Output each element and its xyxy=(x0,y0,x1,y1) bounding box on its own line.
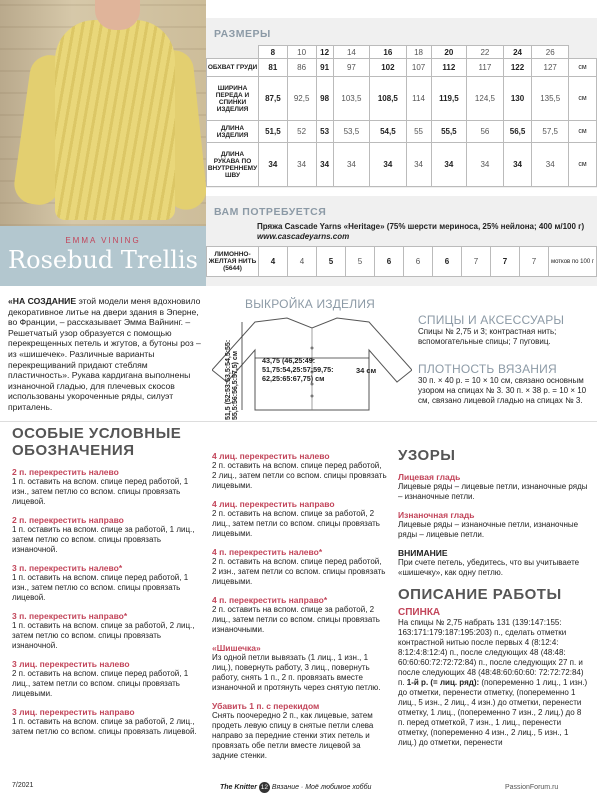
size-row xyxy=(207,77,597,121)
size-value: 55,5 xyxy=(431,121,467,143)
size-unit: см xyxy=(569,77,597,121)
abbrev-item xyxy=(12,659,202,699)
abbrev-name: 4 лиц. перекрестить налево xyxy=(212,451,330,461)
pattern-name: Лицевая гладь xyxy=(398,472,461,482)
abbrev-text: 1 п. оставить на вспом. спице за работой, 1 лиц., затем петлю со вспом. спицы провязать изнаночной. xyxy=(12,525,195,554)
patterns-title: УЗОРЫ xyxy=(398,447,456,464)
abbrev-name: 3 п. перекрестить направо* xyxy=(12,611,128,621)
size-value: 91 xyxy=(316,59,333,77)
size-value: 34 xyxy=(259,143,288,187)
yarn-qty: 4 xyxy=(288,247,317,277)
size-value: 92,5 xyxy=(287,77,316,121)
size-value: 124,5 xyxy=(467,77,503,121)
size-value: 97 xyxy=(333,59,369,77)
yarn-url[interactable]: www.cascadeyarns.com xyxy=(257,232,350,241)
size-header: 14 xyxy=(333,46,369,59)
abbrev-name: Убавить 1 п. с перекидом xyxy=(212,701,320,711)
size-value: 86 xyxy=(287,59,316,77)
special-title: ОСОБЫЕ УСЛОВНЫЕ ОБОЗНАЧЕНИЯ xyxy=(12,425,182,459)
pattern-title: Rosebud Trellis xyxy=(8,246,198,274)
pattern-text: Лицевые ряды – изнаночные петли, изнаночные ряды – лицевые петли. xyxy=(398,520,579,539)
size-value: 57,5 xyxy=(532,121,569,143)
size-row-label: ДЛИНА РУКАВА ПО ВНУТРЕННЕМУ ШВУ xyxy=(207,143,259,187)
size-value: 81 xyxy=(259,59,288,77)
size-value: 127 xyxy=(532,59,569,77)
abbrev-text: Из одной петли вывязать (1 лиц., 1 изн., 1 лиц.), повернуть работу, 3 лиц., повернуть работу, снять 1 п., 2 п. провязать вместе изнаночной и протянуть через снятую петлю. xyxy=(212,653,381,692)
sizes-panel xyxy=(206,18,597,188)
yarn-qty: 7 xyxy=(491,247,520,277)
size-value: 53 xyxy=(316,121,333,143)
size-value: 34 xyxy=(406,143,431,187)
attention-title: ВНИМАНИЕ xyxy=(398,548,448,558)
size-unit: см xyxy=(569,143,597,187)
size-value: 51,5 xyxy=(259,121,288,143)
size-header: 10 xyxy=(287,46,316,59)
abbrev-text: 2 п. оставить на вспом. спице за работой, 2 лиц., затем петли со вспом. спицы провязать изнаночными. xyxy=(212,605,380,634)
abbrev-name: 2 п. перекрестить налево xyxy=(12,467,119,477)
size-value: 34 xyxy=(431,143,467,187)
abbrev-item xyxy=(12,611,202,651)
abbrev-name: «Шишечка» xyxy=(212,643,261,653)
materials-title: ВАМ ПОТРЕБУЕТСЯ xyxy=(214,206,327,218)
size-value: 34 xyxy=(333,143,369,187)
size-header-empty xyxy=(207,46,259,59)
size-row xyxy=(207,59,597,77)
back-text: На спицы № 2,75 набрать 131 (139:147:155: 163:171:179:187:195:203) п., сделать отметки контрастной нитью после первых 4 (8:12:4: 8:12:4:8:12:4) п., после следующих 48 (48:48: 60:60:60:72:72:72:84) п., после следующих 27 п. и после следующих 48 (48:48:60:60:60: 72:72:72:84) п. 1-й р. (= лиц. ряд): (попеременно 1 лиц., 1 изн.) до отметки, перенести отметку, (попеременно 1 лиц., 5 изн., 2 лиц., 4 изн.) до отметки, перенести отметку, 1 лиц., (попеременно 7 изн., 2 лиц.) до 8 п. перед отметкой, 7 изн., 1 лиц., перенести отметку, (попеременно 4 изн., 2 лиц., 5 изн., 1 лиц.) до отметки, перенести xyxy=(398,618,588,747)
size-header: 20 xyxy=(431,46,467,59)
size-value: 34 xyxy=(287,143,316,187)
size-header: 26 xyxy=(532,46,569,59)
size-row xyxy=(207,143,597,187)
sizes-table xyxy=(206,45,597,187)
size-header: 8 xyxy=(259,46,288,59)
size-value: 102 xyxy=(370,59,406,77)
size-value: 108,5 xyxy=(370,77,406,121)
abbrev-text: 2 п. оставить на вспом. спице за работой, 2 лиц., затем петли со вспом. спицы провязать лицевыми. xyxy=(212,509,380,538)
size-value: 117 xyxy=(467,59,503,77)
size-header: 18 xyxy=(406,46,431,59)
size-value: 135,5 xyxy=(532,77,569,121)
length-label: 51,5 (52:53:53,5:54,5:55: 55,5:56:56,5:57,5) см xyxy=(225,339,239,420)
schematic-title: ВЫКРОЙКА ИЗДЕЛИЯ xyxy=(245,297,376,311)
abbrev-text: 2 п. оставить на вспом. спице перед работой, 2 изн., затем петли со вспом. спицы провязать лицевыми. xyxy=(212,557,386,586)
yarn-qty: 5 xyxy=(346,247,375,277)
yarn-qty: 5 xyxy=(317,247,346,277)
abbrev-item xyxy=(12,467,202,507)
size-value: 114 xyxy=(406,77,431,121)
back-title: СПИНКА xyxy=(398,607,441,618)
yarn-qty: 6 xyxy=(404,247,433,277)
size-unit: см xyxy=(569,59,597,77)
size-value: 103,5 xyxy=(333,77,369,121)
watermark: PassionForum.ru xyxy=(505,784,559,791)
magazine-footer: The Knitter 12 Вязание · Моё любимое хобби xyxy=(220,784,372,791)
abbrev-item xyxy=(12,563,202,603)
yarn-unit: мотков по 100 г xyxy=(549,247,597,277)
size-unit: см xyxy=(569,121,597,143)
special-col xyxy=(12,425,202,745)
size-header: 16 xyxy=(370,46,406,59)
size-value: 119,5 xyxy=(431,77,467,121)
size-value: 52 xyxy=(287,121,316,143)
size-value: 122 xyxy=(503,59,532,77)
abbrev-item xyxy=(212,451,387,491)
yarn-qty: 4 xyxy=(259,247,288,277)
abbrev-text: Снять поочередно 2 п., как лицевые, затем продеть левую спицу в снятые петли слева направо за передние стенки этих петель и провязать обе петли вместе лицевой за задние стенки. xyxy=(212,711,374,760)
size-value: 34 xyxy=(503,143,532,187)
sizes-title: РАЗМЕРЫ xyxy=(214,28,271,40)
size-row-label: ОБХВАТ ГРУДИ xyxy=(207,59,259,77)
page-number: 12 xyxy=(260,784,269,791)
size-value: 107 xyxy=(406,59,431,77)
yarn-qty: 7 xyxy=(462,247,491,277)
size-value: 34 xyxy=(532,143,569,187)
size-row-label: ШИРИНА ПЕРЕДА И СПИНКИ ИЗДЕЛИЯ xyxy=(207,77,259,121)
abbrev-item xyxy=(212,595,387,635)
cardigan-photo xyxy=(0,0,206,226)
abbrev-name: 3 п. перекрестить налево* xyxy=(12,563,123,573)
abbrev-name: 4 лиц. перекрестить направо xyxy=(212,499,335,509)
abbrev-text: 1 п. оставить на вспом. спице перед работой, 1 изн., затем петлю со вспом. спицы провязать лицевой. xyxy=(12,573,189,602)
yarn-info: Пряжа Cascade Yarns «Heritage» (75% шерсти мериноса, 25% нейлона; 400 м/100 г) www.cascadeyarns.com xyxy=(257,222,585,241)
size-value: 54,5 xyxy=(370,121,406,143)
width-label: 43,75 (46,25:49: 51,75:54,25:57:59,75: 62,25:65:67,75) см xyxy=(262,356,334,383)
size-value: 55 xyxy=(406,121,431,143)
issue-date: 7/2021 xyxy=(12,782,34,789)
yarn-qty: 6 xyxy=(375,247,404,277)
pattern-name: Изнаночная гладь xyxy=(398,510,475,520)
work-title: ОПИСАНИЕ РАБОТЫ xyxy=(398,586,562,603)
size-value: 56,5 xyxy=(503,121,532,143)
yarn-qty-table xyxy=(206,246,597,277)
size-row xyxy=(207,121,597,143)
size-header: 12 xyxy=(316,46,333,59)
abbrev-name: 3 лиц. перекрестить налево xyxy=(12,659,130,669)
abbrev-name: 3 лиц. перекрестить направо xyxy=(12,707,135,717)
needles-title: СПИЦЫ И АКСЕССУАРЫ xyxy=(418,313,565,327)
abbrev-name: 4 п. перекрестить направо* xyxy=(212,595,328,605)
yarn-color-label: ЛИМОННО-ЖЕЛТАЯ НИТЬ (5644) xyxy=(207,247,259,277)
abbrev-text: 1 п. оставить на вспом. спице за работой, 2 лиц., затем петлю со вспом. спицы провязать лицевой. xyxy=(12,717,197,736)
abbrev-item xyxy=(12,515,202,555)
gauge-title: ПЛОТНОСТЬ ВЯЗАНИЯ xyxy=(418,362,557,376)
yarn-qty: 6 xyxy=(433,247,462,277)
abbrev-item xyxy=(212,643,387,693)
intro-text: «НА СОЗДАНИЕ этой модели меня вдохновило декоративное литье на двери здания в Эпернe, во Франции, – рассказывает Эмма Вайнинг. – Решетчатый узор образуется с помощью перекрещенных петель и жгутов, а бутоны роз – из «шишечек». Различные варианты перекрещиваний придают стеблям пластичность». Рукава кардигана выполнены изнаночной гладью, для плечевых скосов использованы укороченные ряды, силуэт приталень. xyxy=(8,296,201,412)
abbrev-item xyxy=(212,701,387,761)
size-header: 24 xyxy=(503,46,532,59)
pattern-item xyxy=(398,472,588,502)
abbrev-text: 1 п. оставить на вспом. спице перед работой, 1 изн., затем петлю со вспом. спицы провязать лицевой. xyxy=(12,477,189,506)
author-name: EMMA VINING xyxy=(65,236,141,245)
size-value: 87,5 xyxy=(259,77,288,121)
size-value: 56 xyxy=(467,121,503,143)
abbrev-item xyxy=(212,499,387,539)
size-value: 34 xyxy=(316,143,333,187)
size-value: 98 xyxy=(316,77,333,121)
abbrev-text: 2 п. оставить на вспом. спице перед работой, 2 лиц., затем петли со вспом. спицы провязать лицевыми. xyxy=(212,461,387,490)
size-value: 53,5 xyxy=(333,121,369,143)
abbrev-name: 4 п. перекрестить налево* xyxy=(212,547,323,557)
sleeve-label: 34 см xyxy=(356,366,377,375)
size-value: 112 xyxy=(431,59,467,77)
needles-text: Спицы № 2,75 и 3; контрастная нить; вспомогательные спицы; 7 пуговиц. xyxy=(418,327,557,346)
size-value: 34 xyxy=(370,143,406,187)
size-header: 22 xyxy=(467,46,503,59)
size-value: 130 xyxy=(503,77,532,121)
abbrev-text: 2 п. оставить на вспом. спице перед работой, 1 лиц., затем петли со вспом. спицы провязать лицевыми. xyxy=(12,669,189,698)
attention-text: При счете петель, убедитесь, что вы учитываете «шишечку», как одну петлю. xyxy=(398,558,580,577)
divider xyxy=(0,421,597,422)
materials-panel xyxy=(206,196,597,286)
abbrev-item xyxy=(12,707,202,737)
gauge-text: 30 п. × 40 р. = 10 × 10 см, связано основным узором на спицах № 3. 30 п. × 38 р. = 10 × 10 см, связано лицевой гладью на спицах № 3. xyxy=(418,376,587,405)
pattern-text: Лицевые ряды – лицевые петли, изнаночные ряды – изнаночные петли. xyxy=(398,482,588,501)
patterns-col xyxy=(398,447,588,748)
special-col-2 xyxy=(212,451,387,769)
abbrev-item xyxy=(212,547,387,587)
yarn-qty: 7 xyxy=(520,247,549,277)
abbrev-text: 1 п. оставить на вспом. спице за работой, 2 лиц., затем петлю со вспом. спицы провязать изнаночной. xyxy=(12,621,195,650)
abbrev-name: 2 п. перекрестить направо xyxy=(12,515,124,525)
size-value: 34 xyxy=(467,143,503,187)
pattern-item xyxy=(398,510,588,540)
size-row-label: ДЛИНА ИЗДЕЛИЯ xyxy=(207,121,259,143)
size-header-unit xyxy=(569,46,597,59)
